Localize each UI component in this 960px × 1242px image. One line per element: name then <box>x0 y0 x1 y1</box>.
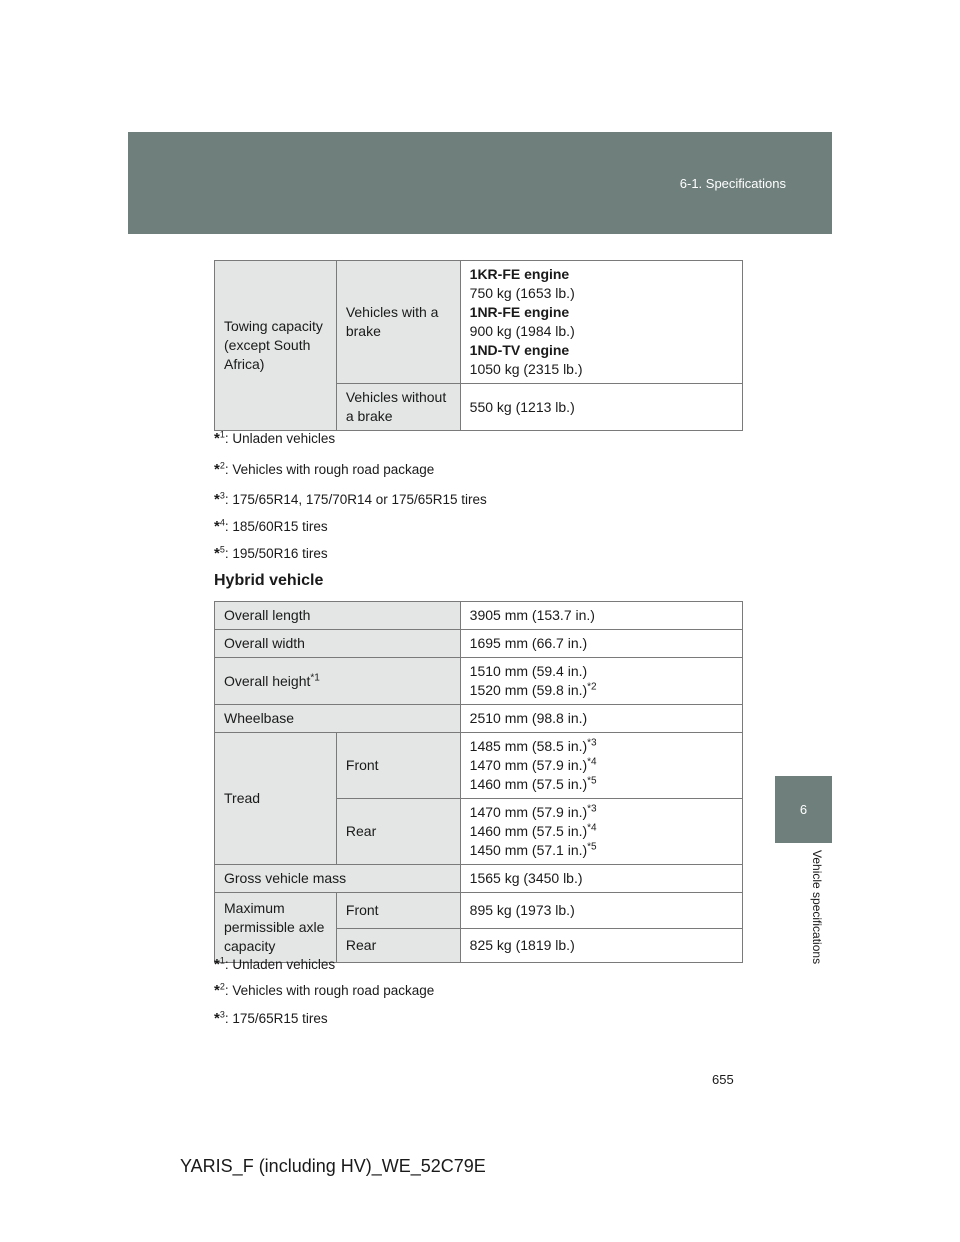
section-title: 6-1. Specifications <box>679 176 786 191</box>
footnote-ref: *5 <box>587 841 597 853</box>
footnote: *$^2$: Vehicles with rough road package <box>214 460 435 478</box>
towing-value: 750 kg (1653 lb.) <box>469 285 575 301</box>
overall-length-label: Overall length <box>215 602 461 630</box>
without-brake-value: 550 kg (1213 lb.) <box>460 384 742 431</box>
without-brake-label: Vehicles without a brake <box>336 384 460 431</box>
engine-name: 1NR-FE engine <box>469 304 570 320</box>
wheelbase-value: 2510 mm (98.8 in.) <box>460 705 742 733</box>
tread-front-label: Front <box>336 733 460 799</box>
chapter-label: Vehicle specifications <box>810 850 824 965</box>
axle-front-label: Front <box>336 893 460 929</box>
hybrid-table <box>214 601 743 963</box>
towing-label: Towing capacity (except South Africa) <box>215 261 337 431</box>
overall-height-label: Overall height$^{*1}$ <box>215 658 461 705</box>
overall-width-label: Overall width <box>215 630 461 658</box>
footnote-ref: *3 <box>587 803 597 815</box>
footnote: *$^2$: Vehicles with rough road package <box>214 981 435 999</box>
footnote: *$^5$: 195/50R16 tires <box>214 544 328 562</box>
gross-mass-value: 1565 kg (3450 lb.) <box>460 865 742 893</box>
footnote-ref: *4 <box>587 822 597 834</box>
with-brake-label: Vehicles with a brake <box>336 261 460 384</box>
overall-height-values: 1510 mm (59.4 in.) 1520 mm (59.8 in.)$^{*2}$ <box>460 658 742 705</box>
footnote: *$^3$: 175/65R14, 175/70R14 or 175/65R15 tires <box>214 490 487 508</box>
page-number: 655 <box>712 1072 734 1087</box>
towing-value: 900 kg (1984 lb.) <box>469 323 575 339</box>
hybrid-heading: Hybrid vehicle <box>214 572 324 589</box>
tread-rear-values: 1470 mm (57.9 in.)$^{*3}$ 1460 mm (57.5 in.)$^{*4}$ 1450 mm (57.1 in.)$^{*5}$ <box>460 799 742 865</box>
footnote: *$^1$: Unladen vehicles <box>214 955 336 973</box>
axle-front-value: 895 kg (1973 lb.) <box>460 893 742 929</box>
gross-mass-label: Gross vehicle mass <box>215 865 461 893</box>
engine-name: 1ND-TV engine <box>469 342 570 358</box>
tread-front-values: 1485 mm (58.5 in.)$^{*3}$ 1470 mm (57.9 in.)$^{*4}$ 1460 mm (57.5 in.)$^{*5}$ <box>460 733 742 799</box>
axle-rear-label: Rear <box>336 929 460 963</box>
footnote-ref: *2 <box>587 681 597 693</box>
footnote: *$^3$: 175/65R15 tires <box>214 1009 328 1027</box>
tread-rear-label: Rear <box>336 799 460 865</box>
axle-capacity-label: Maximum permissible axle capacity <box>215 893 337 963</box>
document-footer: YARIS_F (including HV)_WE_52C79E <box>180 1156 486 1176</box>
footnote-ref: *5 <box>587 775 597 787</box>
towing-value: 1050 kg (2315 lb.) <box>469 361 583 377</box>
page-header <box>128 132 832 234</box>
engine-name: 1KR-FE engine <box>469 266 570 282</box>
footnote-ref: *3 <box>587 737 597 749</box>
chapter-tab: 6 <box>775 776 832 843</box>
footnote: *$^4$: 185/60R15 tires <box>214 517 328 535</box>
axle-rear-value: 825 kg (1819 lb.) <box>460 929 742 963</box>
tread-label: Tread <box>215 733 337 865</box>
footnote: *$^1$: Unladen vehicles <box>214 429 336 447</box>
overall-length-value: 3905 mm (153.7 in.) <box>460 602 742 630</box>
footnote-ref: *4 <box>587 756 597 768</box>
overall-width-value: 1695 mm (66.7 in.) <box>460 630 742 658</box>
towing-table <box>214 260 743 431</box>
footnote-ref: *1 <box>310 671 320 683</box>
wheelbase-label: Wheelbase <box>215 705 461 733</box>
with-brake-values <box>460 261 742 384</box>
